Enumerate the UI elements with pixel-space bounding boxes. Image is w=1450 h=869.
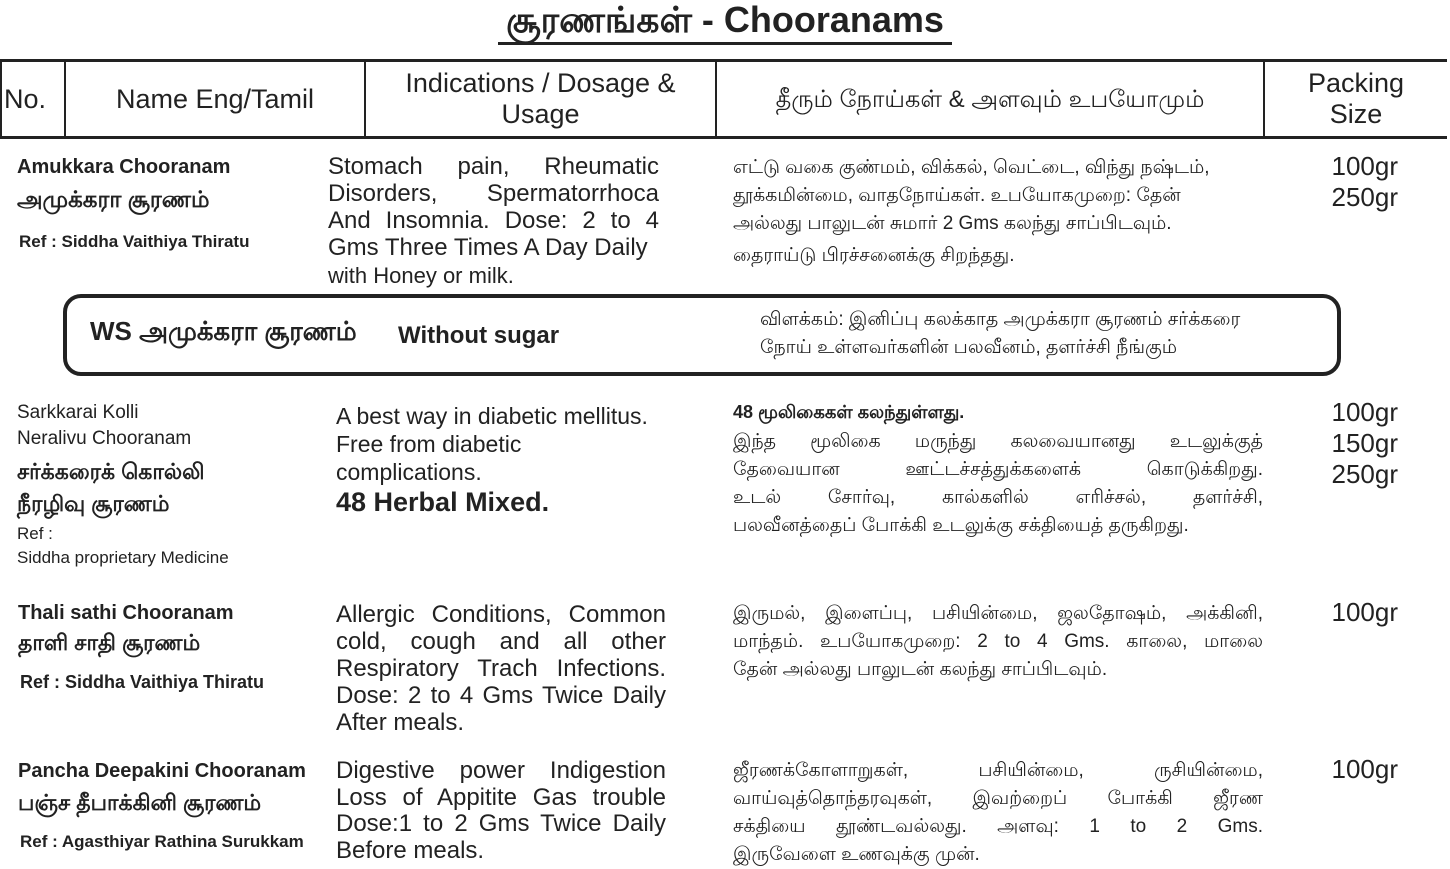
packing-size [1258, 151, 1398, 213]
indication-line: complications. [336, 459, 482, 485]
packing-value: 100gr [1331, 151, 1398, 181]
tamil-line: பலவீனத்தைப் போக்கி உடலுக்கு சக்தியைத் தருகிறது. [733, 515, 1189, 536]
header-indications: Indications / Dosage & Usage [366, 62, 717, 136]
product-indications [336, 758, 666, 864]
tamil-line: ஜீரணக்கோளாறுகள், பசியின்மை, ருசியின்மை, [733, 760, 1263, 781]
indication-line: Allergic Conditions, Common [336, 601, 666, 628]
ref-label: Ref : [17, 524, 53, 543]
tamil-line: உடல் சோர்வு, கால்களில் எரிச்சல், தளர்ச்சி, [733, 487, 1263, 508]
tamil-line: அல்லது பாலுடன் சுமார் 2 Gms கலந்து சாப்பிடவும். [733, 213, 1172, 234]
indication-line: cold, cough and all other [336, 628, 666, 655]
product-name-ta: பஞ்ச தீபாக்கினி சூரணம் [18, 790, 262, 815]
packing-value: 100gr [1331, 597, 1398, 627]
packing-size [1258, 397, 1398, 490]
tamil-first-line: 48 மூலிகைகள் கலந்துள்ளது. [733, 402, 965, 422]
product-indications [336, 402, 648, 518]
ws-tamil-desc [760, 306, 1330, 362]
packing-value: 250gr [1331, 459, 1398, 489]
header-packing: Packing Size [1307, 68, 1405, 129]
tamil-line: மாந்தம். உபயோகமுறை: 2 to 4 Gms. காலை, மாலை [733, 631, 1263, 652]
tamil-line: நோய் உள்ளவர்களின் பலவீனம், தளர்ச்சி நீங்கும் [760, 337, 1178, 358]
product-name-ta [17, 456, 205, 520]
tamil-line: இருமல், இளைப்பு, பசியின்மை, ஜலதோஷம், அக்கினி, [733, 603, 1263, 624]
tamil-line: எட்டு வகை குண்மம், விக்கல், வெட்டை, விந்து நஷ்டம், [733, 157, 1210, 178]
tamil-line: விளக்கம்: இனிப்பு கலக்காத அமுக்கரா சூரணம் சர்க்கரை [760, 309, 1241, 330]
name-line: சர்க்கரைக் கொல்லி [17, 459, 205, 484]
header-tamil: தீரும் நோய்கள் & அளவும் உபயோமும் [717, 62, 1265, 136]
product-ref: Ref : Agasthiyar Rathina Surukkam [20, 832, 304, 851]
product-name-en: Thali sathi Chooranam [18, 602, 234, 624]
packing-size [1258, 754, 1398, 785]
tamil-line: தூக்கமின்மை, வாதநோய்கள். உபயோகமுறை: தேன் [733, 185, 1181, 206]
product-name-ta: அமுக்கரா சூரணம் [17, 186, 210, 212]
product-tamil-desc [733, 154, 1263, 270]
product-indications-last: with Honey or milk. [328, 263, 514, 288]
packing-size [1258, 597, 1398, 628]
tamil-line: தேவையான ஊட்டச்சத்துக்களைக் கொடுக்கிறது. [733, 459, 1263, 480]
product-ref [17, 522, 229, 570]
indication-line: After meals. [336, 709, 465, 736]
indication-line: Respiratory Trach Infections. [336, 655, 666, 682]
ref-value: Siddha proprietary Medicine [17, 548, 229, 567]
indication-bold: 48 Herbal Mixed. [336, 487, 550, 517]
product-indications [336, 601, 666, 736]
indication-line: A best way in diabetic mellitus. [336, 403, 648, 429]
indication-line: Before meals. [336, 836, 485, 864]
ws-label: WS அமுக்கரா சூரணம் [90, 316, 357, 346]
packing-value: 100gr [1331, 754, 1398, 784]
product-ref: Ref : Siddha Vaithiya Thiratu [19, 232, 250, 251]
tamil-line: தேன் அல்லது பாலுடன் கலந்து சாப்பிடவும். [733, 659, 1108, 680]
indication-line: Digestive power Indigestion [336, 757, 666, 784]
tamil-line: சக்தியை தூண்டவல்லது. அளவு: 1 to 2 Gms. [733, 816, 1263, 837]
page-title-text: சூரணங்கள் - Chooranams [498, 0, 952, 45]
name-line: Sarkkarai Kolli [17, 402, 139, 423]
packing-value: 100gr [1331, 397, 1398, 427]
indication-line: Dose: 2 to 4 Gms Twice Daily [336, 682, 666, 709]
indication-line: Loss of Appitite Gas trouble [336, 783, 666, 811]
product-name-en: Amukkara Chooranam [17, 156, 231, 178]
product-tamil-desc [733, 757, 1263, 869]
product-name-en [17, 400, 191, 452]
table-header [0, 59, 1447, 139]
product-name-en: Pancha Deepakini Chooranam [18, 760, 306, 782]
packing-value: 150gr [1331, 428, 1398, 458]
tamil-line: வாய்வுத்தொந்தரவுகள், இவற்றைப் போக்கி ஜீரண [733, 788, 1263, 809]
tamil-line: இருவேளை உணவுக்கு முன். [733, 844, 980, 865]
page-title [0, 0, 1450, 50]
product-ref: Ref : Siddha Vaithiya Thiratu [20, 672, 265, 692]
product-name-ta: தாளி சாதி சூரணம் [18, 630, 201, 655]
name-line: Neralivu Chooranam [17, 428, 192, 449]
product-tamil-desc [733, 428, 1263, 540]
header-name: Name Eng/Tamil [66, 62, 366, 136]
name-line: நீரழிவு சூரணம் [17, 491, 170, 516]
tamil-line: தைராய்டு பிரச்சனைக்கு சிறந்தது. [733, 245, 1015, 266]
packing-value: 250gr [1331, 182, 1398, 212]
indication-line: Free from diabetic [336, 431, 522, 457]
product-tamil-desc [733, 600, 1263, 684]
header-no: No. [0, 62, 66, 136]
ws-sub-label: Without sugar [398, 322, 560, 349]
indication-line: Dose:1 to 2 Gms Twice Daily [336, 810, 666, 837]
tamil-line: இந்த மூலிகை மருந்து கலவையானது உடலுக்குத் [733, 431, 1263, 452]
product-indications: Stomach pain, Rheumatic Disorders, Spermatorrhoca And Insomnia. Dose: 2 to 4 Gms Three Times A Day Daily [328, 153, 659, 261]
